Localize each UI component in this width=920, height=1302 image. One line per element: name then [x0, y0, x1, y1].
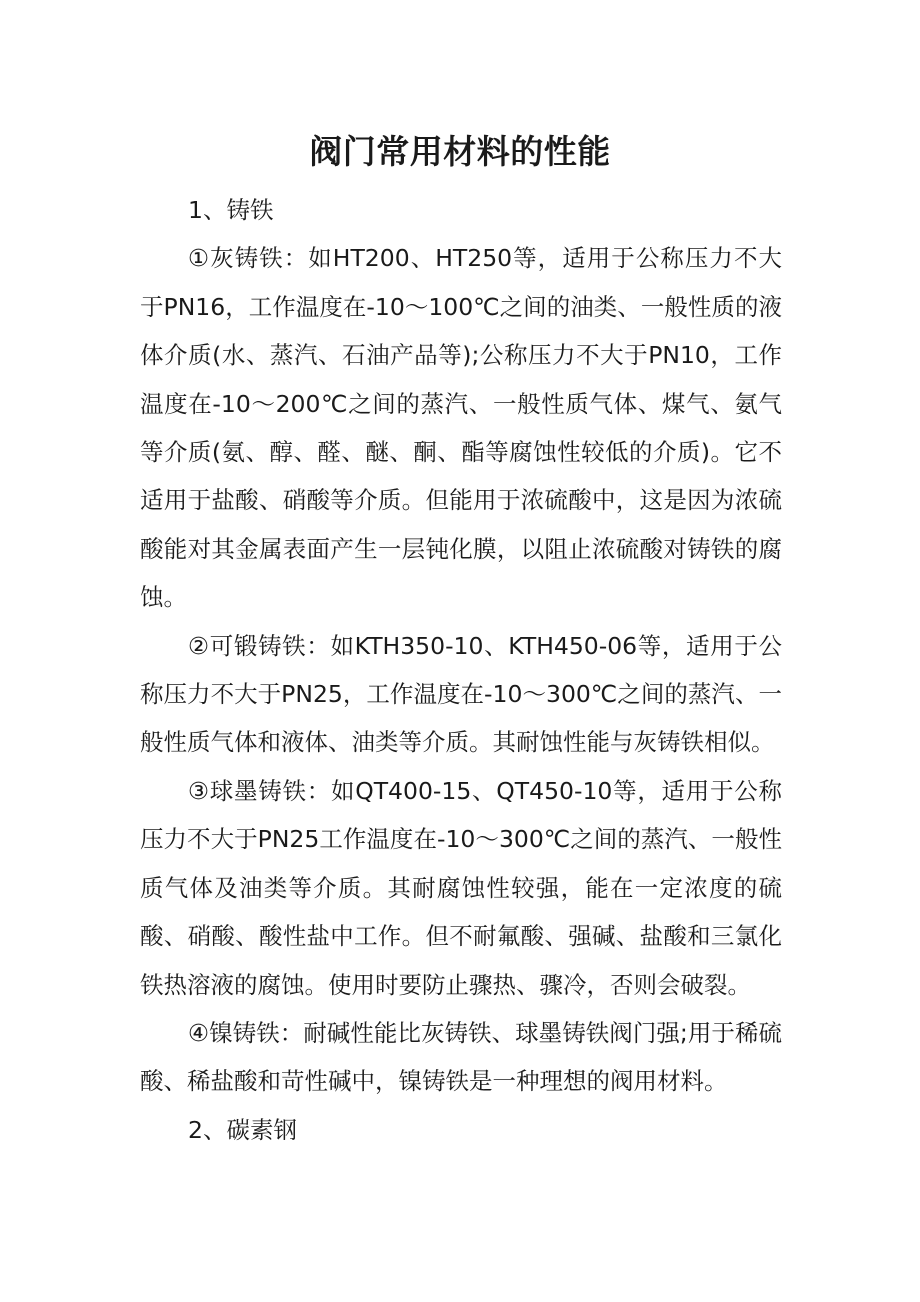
paragraph-gray-cast-iron: ①灰铸铁：如HT200、HT250等，适用于公称压力不大于PN16，工作温度在-10～100℃之间的油类、一般性质的液体介质(水、蒸汽、石油产品等);公称压力不大于PN10，工作温度在-10～200℃之间的蒸汽、一般性质气体、煤气、氨气等介质(氨、醇、醛、醚、酮、酯等腐蚀性较低的介质)。它不适用于盐酸、硝酸等介质。但能用于浓硫酸中，这是因为浓硫酸能对其金属表面产生一层钝化膜，以阻止浓硫酸对铸铁的腐蚀。 — [140, 244, 782, 612]
paragraph-malleable-cast-iron: ②可锻铸铁：如KTH350-10、KTH450-06等，适用于公称压力不大于PN25，工作温度在-10～300℃之间的蒸汽、一般性质气体和液体、油类等介质。其耐蚀性能与灰铸铁相似。 — [140, 631, 782, 757]
document-body — [140, 186, 782, 1154]
paragraph-ductile-cast-iron: ③球墨铸铁：如QT400-15、QT450-10等，适用于公称压力不大于PN25工作温度在-10～300℃之间的蒸汽、一般性质气体及油类等介质。其耐腐蚀性较强，能在一定浓度的硫酸、硝酸、酸性盐中工作。但不耐氟酸、强碱、盐酸和三氯化铁热溶液的腐蚀。使用时要防止骤热、骤冷，否则会破裂。 — [140, 776, 782, 999]
section-heading-cast-iron: 1、铸铁 — [188, 196, 274, 224]
document-title: 阀门常用材料的性能 — [309, 132, 611, 171]
paragraph-nickel-cast-iron: ④镍铸铁：耐碱性能比灰铸铁、球墨铸铁阀门强;用于稀硫酸、稀盐酸和苛性碱中，镍铸铁是一种理想的阀用材料。 — [140, 1018, 782, 1096]
section-heading-carbon-steel: 2、碳素钢 — [188, 1115, 297, 1144]
